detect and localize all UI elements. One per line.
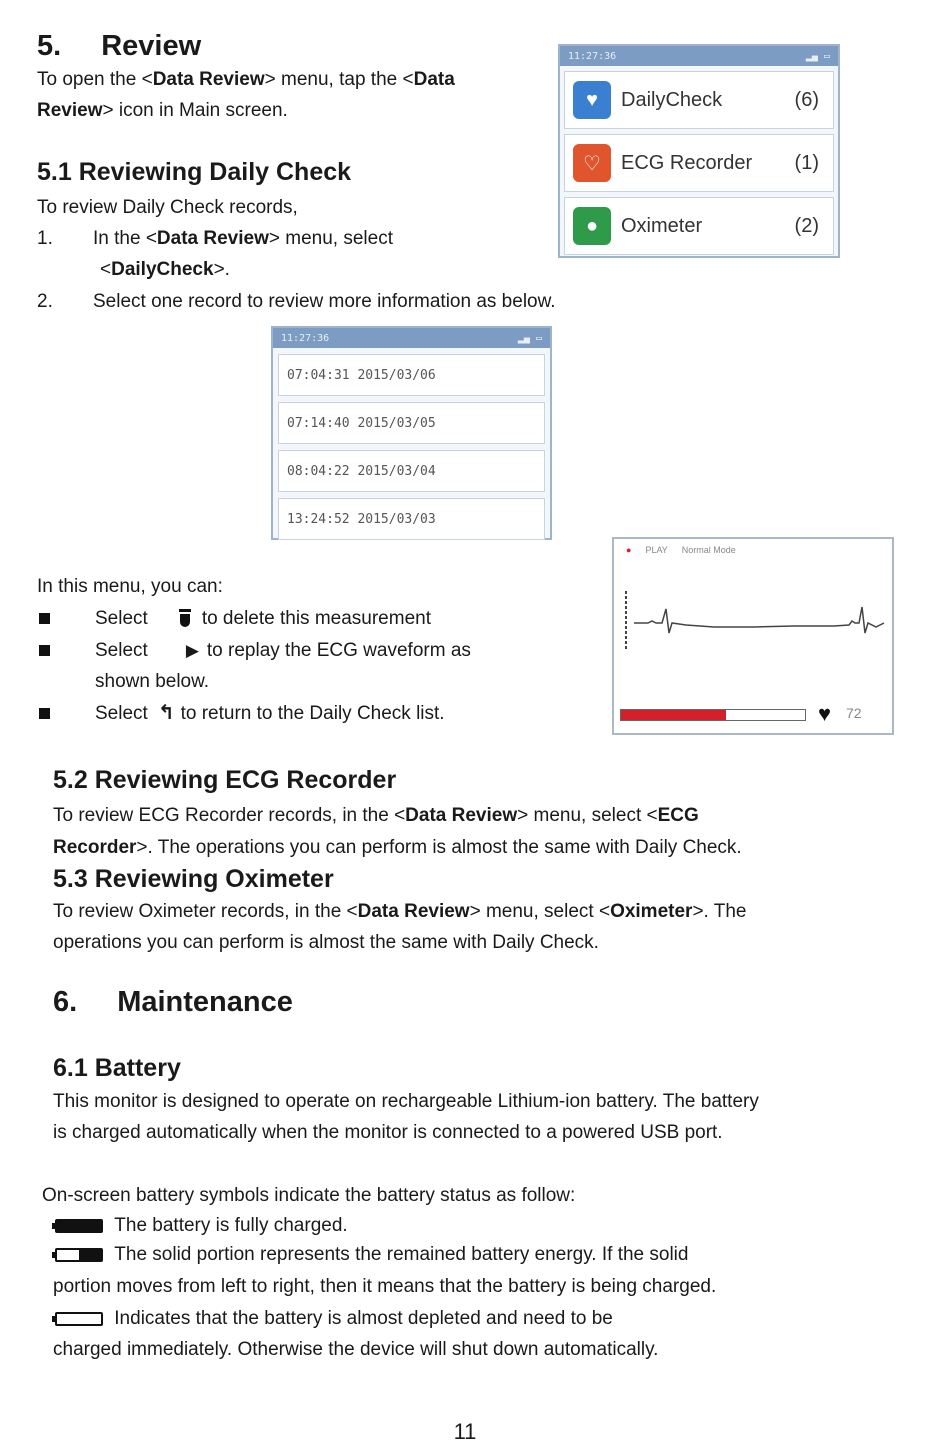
s61-p1-line1: This monitor is designed to operate on rechargeable Lithium-ion battery. The battery: [53, 1091, 759, 1112]
menu-item-oximeter[interactable]: ● Oximeter (2): [564, 197, 834, 255]
option-return: Select ↰ to return to the Daily Check list.: [95, 702, 445, 724]
step-2-text: Select one record to review more information as below.: [93, 291, 556, 312]
bullet-square: [39, 645, 50, 656]
record-row[interactable]: 13:24:52 2015/03/03: [278, 498, 545, 540]
intro-line-1: To open the <Data Review> menu, tap the <Data: [37, 69, 455, 90]
battery-empty-line: Indicates that the battery is almost depleted and need to be: [55, 1303, 613, 1334]
section-5-1-heading: 5.1 Reviewing Daily Check: [37, 158, 352, 186]
delete-icon: [178, 609, 192, 627]
status-bar: [560, 46, 838, 66]
section-5-3-heading: 5.3 Reviewing Oximeter: [53, 865, 334, 893]
record-row[interactable]: 07:04:31 2015/03/06: [278, 354, 545, 396]
ecg-waveform: [614, 561, 892, 671]
battery-full-icon: [55, 1219, 103, 1233]
section-title: Maintenance: [117, 986, 293, 1018]
status-bar: [273, 328, 550, 348]
menu-item-ecg-recorder[interactable]: ♡ ECG Recorder (1): [564, 134, 834, 192]
ecg-trace: [634, 607, 884, 633]
section-5-heading: [37, 31, 201, 62]
play-icon: ▶: [185, 641, 199, 660]
signal-battery-icon: ▂▄ ▭: [805, 50, 830, 62]
intro-line-2: Review> icon in Main screen.: [37, 100, 288, 121]
signal-battery-icon: ▂▄ ▭: [517, 332, 542, 344]
heart-icon: ♥: [818, 701, 832, 726]
replay-progress-fill: [621, 710, 726, 720]
record-row[interactable]: 07:14:40 2015/03/05: [278, 402, 545, 444]
heart-ecg-icon: ♡: [573, 144, 611, 182]
replay-progress-bar[interactable]: [620, 709, 806, 721]
ecg-replay-screen: [612, 537, 894, 735]
s53-line2: operations you can perform is almost the same with Daily Check.: [53, 932, 599, 953]
battery-partial-line: The solid portion represents the remained battery energy. If the solid: [55, 1239, 688, 1270]
step-1-number: 1.: [37, 228, 53, 249]
battery-partial-line-2: portion moves from left to right, then it means that the battery is being charged.: [53, 1276, 717, 1297]
ecg-legend: ● PLAY Normal Mode: [626, 545, 736, 555]
step-1-text: In the <Data Review> menu, select: [93, 228, 393, 249]
heart-rate-value: 72: [846, 705, 862, 721]
menu-item-dailycheck[interactable]: ♥ DailyCheck (6): [564, 71, 834, 129]
s51-line1: To review Daily Check records,: [37, 197, 298, 218]
option-play: Select ▶ to replay the ECG waveform as: [95, 640, 471, 661]
s52-line2: Recorder>. The operations you can perform is almost the same with Daily Check.: [53, 837, 742, 858]
battery-partial-icon: [55, 1248, 103, 1262]
section-number: 5.: [37, 30, 62, 62]
section-6-1-heading: 6.1 Battery: [53, 1054, 181, 1082]
battery-full-line: The battery is fully charged.: [55, 1210, 348, 1241]
status-time: 11:27:36: [568, 50, 617, 62]
section-6-heading: [53, 987, 293, 1018]
record-row[interactable]: 08:04:22 2015/03/04: [278, 450, 545, 492]
s53-line1: To review Oximeter records, in the <Data Review> menu, select <Oximeter>. The: [53, 901, 747, 922]
bullet-square: [39, 613, 50, 624]
step-1-text-cont: <DailyCheck>.: [100, 259, 230, 280]
oxygen-drop-icon: ●: [573, 207, 611, 245]
battery-empty-line-2: charged immediately. Otherwise the device will shut down automatically.: [53, 1339, 659, 1360]
section-title: Review: [101, 30, 202, 62]
step-2-number: 2.: [37, 291, 53, 312]
option-delete: Select to delete this measurement: [95, 608, 431, 629]
s61-p1-line2: is charged automatically when the monitor is connected to a powered USB port.: [53, 1122, 723, 1143]
battery-empty-icon: [55, 1312, 103, 1326]
bullet-square: [39, 708, 50, 719]
option-play-cont: shown below.: [95, 671, 210, 692]
data-review-menu-screen: [558, 44, 840, 258]
section-5-2-heading: 5.2 Reviewing ECG Recorder: [53, 766, 397, 794]
s52-line1: To review ECG Recorder records, in the <Data Review> menu, select <ECG: [53, 805, 699, 826]
s61-p2-intro: On-screen battery symbols indicate the battery status as follow:: [42, 1185, 576, 1206]
menu-options-intro: In this menu, you can:: [37, 576, 223, 597]
section-number: 6.: [53, 986, 78, 1018]
page-number: 11: [453, 1419, 477, 1444]
stethoscope-icon: ♥: [573, 81, 611, 119]
daily-check-records-screen: [271, 326, 552, 540]
status-time: 11:27:36: [281, 332, 330, 344]
return-arrow-icon: ↰: [157, 702, 175, 724]
